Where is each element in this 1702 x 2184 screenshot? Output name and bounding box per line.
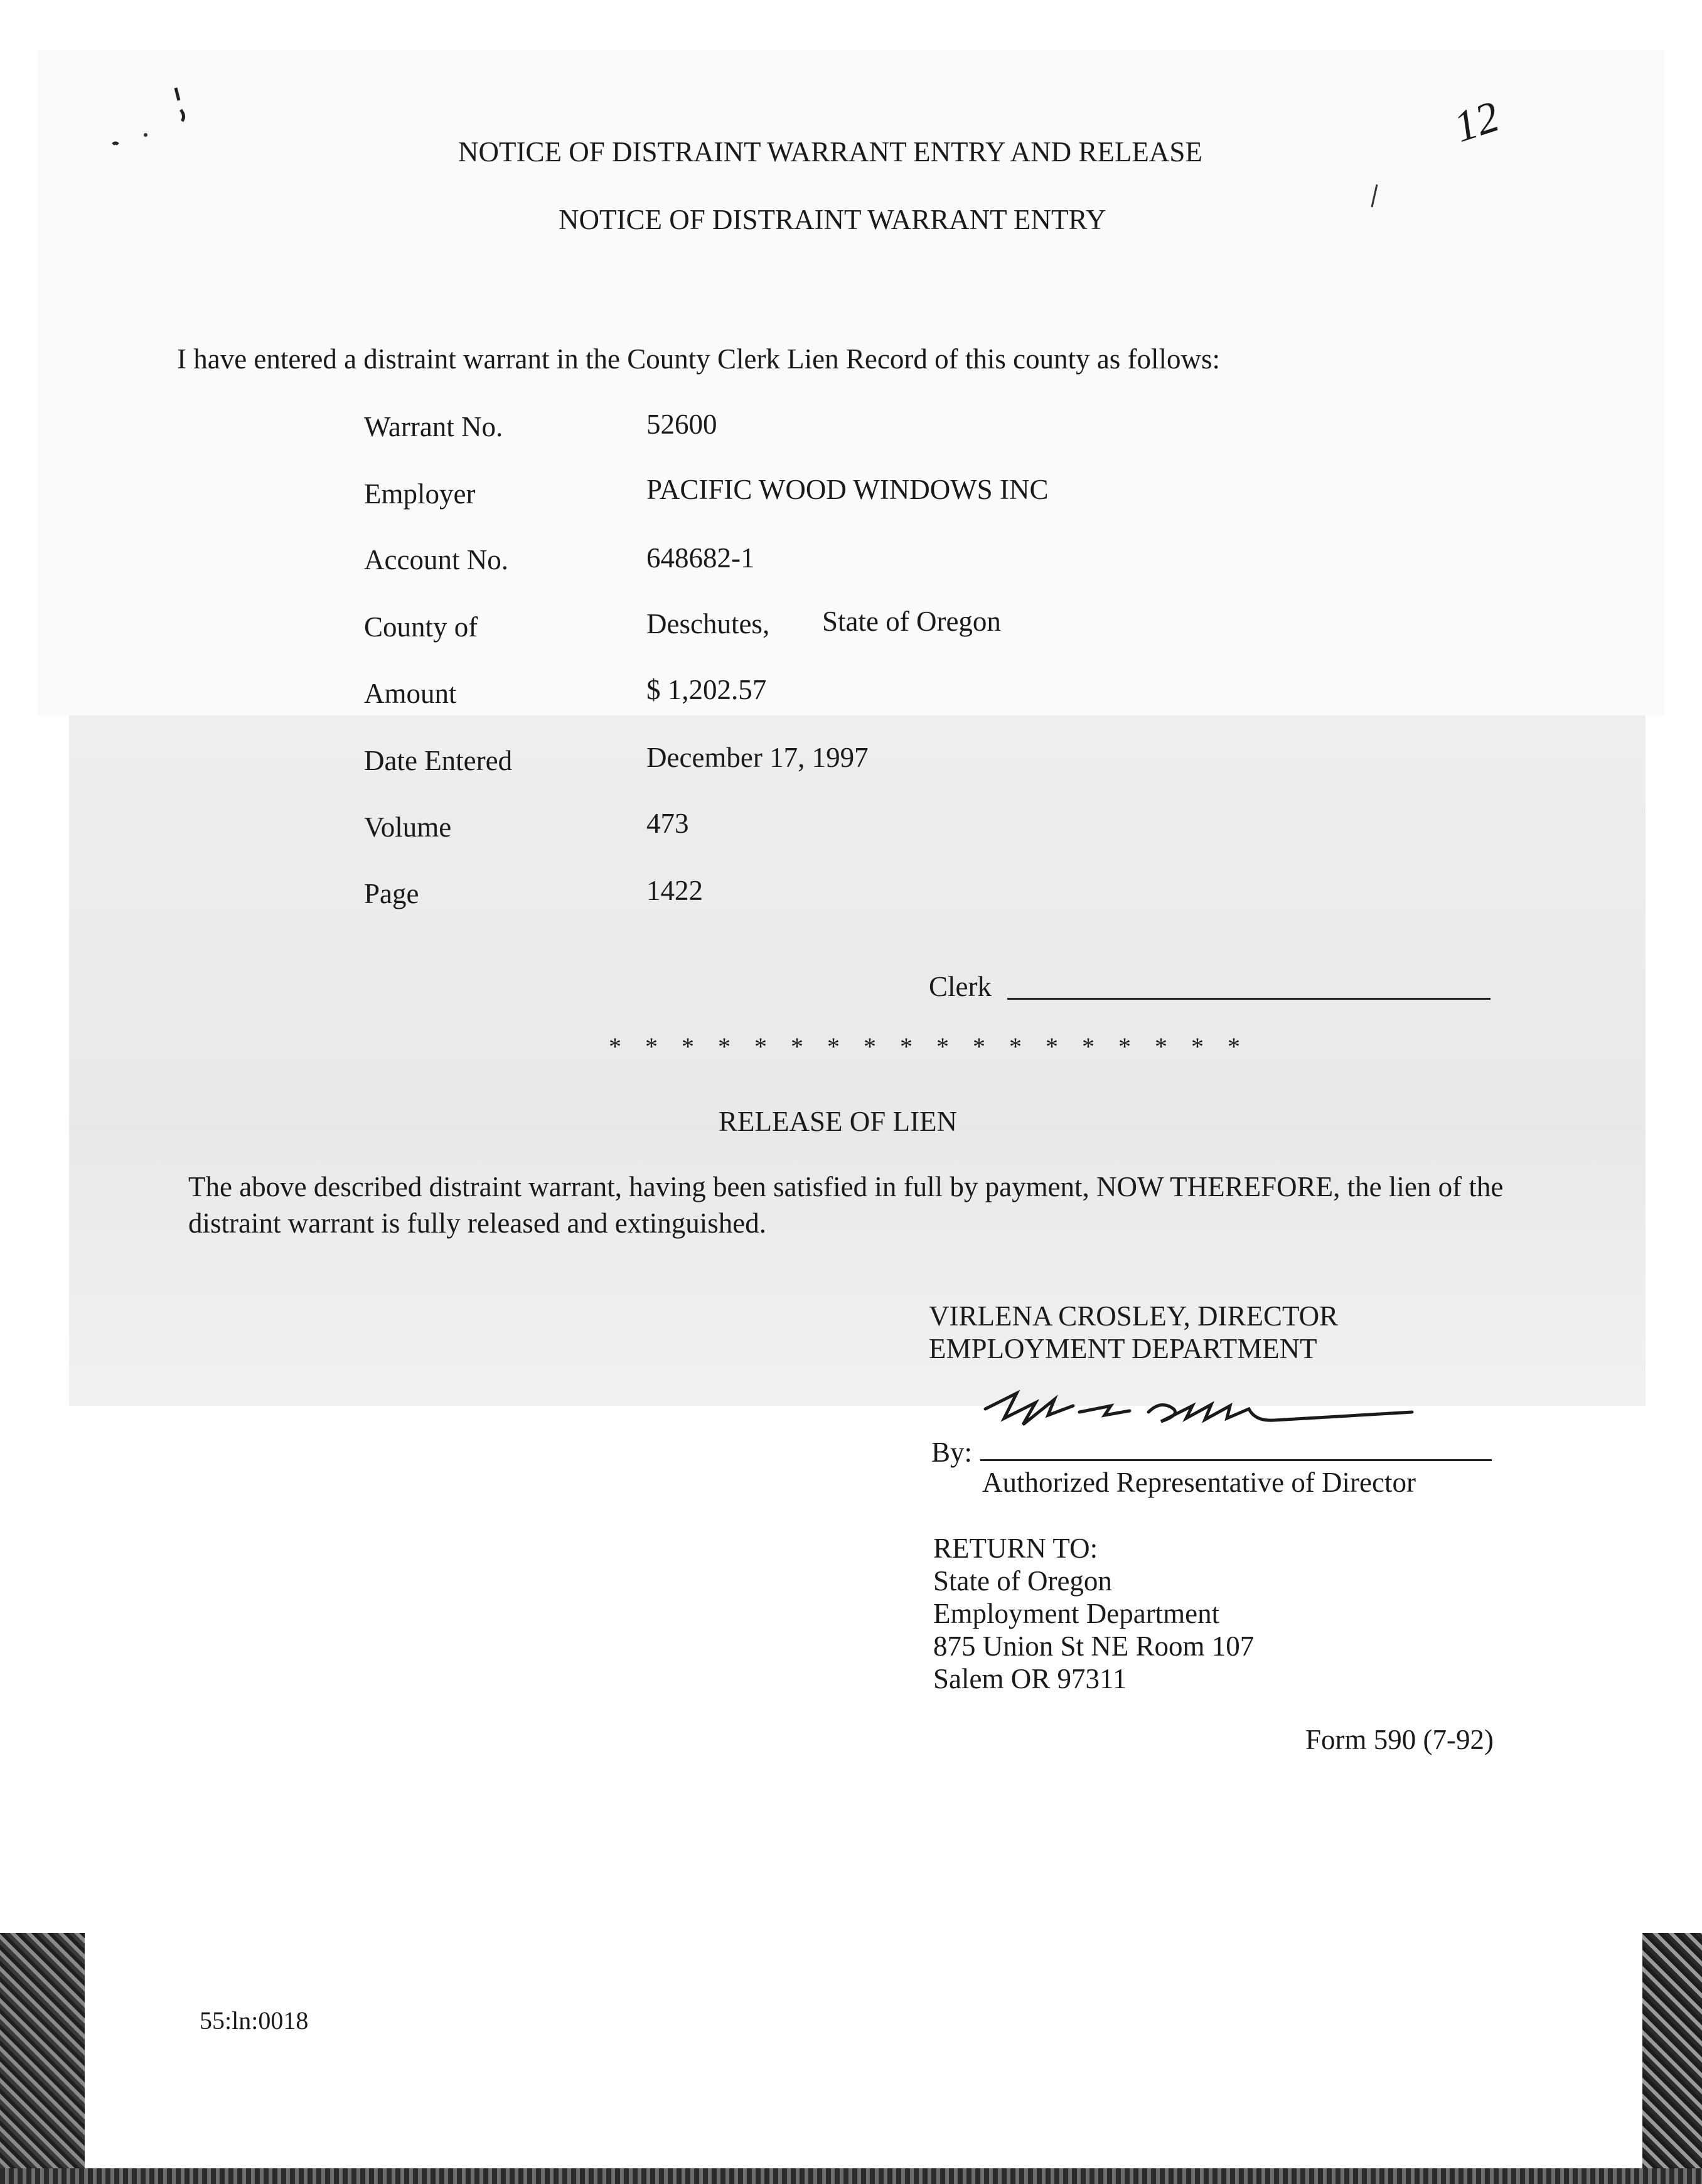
field-value-warrant-no: 52600 [646, 409, 717, 440]
form-number: Form 590 (7-92) [1305, 1724, 1494, 1755]
return-to-line: State of Oregon [933, 1565, 1112, 1597]
document-title: NOTICE OF DISTRAINT WARRANT ENTRY AND RELEASE [458, 136, 1202, 168]
field-value-amount: $ 1,202.57 [646, 674, 767, 705]
signer-department: EMPLOYMENT DEPARTMENT [929, 1333, 1317, 1364]
section-title-entry: NOTICE OF DISTRAINT WARRANT ENTRY [559, 204, 1106, 235]
field-label-amount: Amount [364, 678, 457, 709]
scan-edge-right [1642, 1933, 1702, 2184]
field-value-state: State of Oregon [822, 606, 1001, 637]
return-to-line: 875 Union St NE Room 107 [933, 1630, 1255, 1662]
scan-edge-left [0, 1933, 85, 2184]
field-value-date-entered: December 17, 1997 [646, 742, 869, 773]
by-label: By: [931, 1437, 973, 1468]
return-to-line: Employment Department [933, 1598, 1220, 1629]
stray-marks [100, 75, 201, 163]
representative-signature-line [980, 1459, 1492, 1461]
clerk-signature-line [1007, 998, 1491, 1000]
scan-edge-bottom [0, 2168, 1702, 2184]
signer-name: VIRLENA CROSLEY, DIRECTOR [929, 1300, 1339, 1332]
field-label-date-entered: Date Entered [364, 745, 513, 776]
field-value-volume: 473 [646, 808, 689, 839]
field-label-employer: Employer [364, 478, 476, 510]
field-value-account-no: 648682-1 [646, 542, 755, 574]
signature-caption: Authorized Representative of Director [982, 1467, 1416, 1498]
field-value-county: Deschutes, [646, 608, 770, 640]
field-label-account-no: Account No. [364, 544, 508, 575]
field-label-volume: Volume [364, 811, 452, 843]
handwritten-page-mark: 12 [1448, 92, 1506, 152]
release-paragraph: The above described distraint warrant, having been satisfied in full by payment, NOW THEREFORE, the lien of the distraint warrant is fully released and extinguished. [188, 1171, 1504, 1239]
clerk-label: Clerk [929, 971, 992, 1002]
field-label-county: County of [364, 611, 478, 643]
field-label-page: Page [364, 878, 419, 909]
return-to-heading: RETURN TO: [933, 1533, 1098, 1564]
release-title: RELEASE OF LIEN [719, 1106, 957, 1137]
field-value-page: 1422 [646, 875, 703, 906]
intro-text: I have entered a distraint warrant in the County Clerk Lien Record of this county as follows: [177, 343, 1221, 375]
handwritten-signature [979, 1381, 1431, 1450]
field-label-warrant-no: Warrant No. [364, 411, 503, 442]
document-id: 55:ln:0018 [200, 2006, 309, 2035]
scan-gray-band [69, 715, 1646, 1406]
stray-tick [1368, 182, 1381, 213]
return-to-line: Salem OR 97311 [933, 1663, 1127, 1694]
field-value-employer: PACIFIC WOOD WINDOWS INC [646, 474, 1049, 505]
section-separator: * * * * * * * * * * * * * * * * * * [609, 1032, 1249, 1061]
